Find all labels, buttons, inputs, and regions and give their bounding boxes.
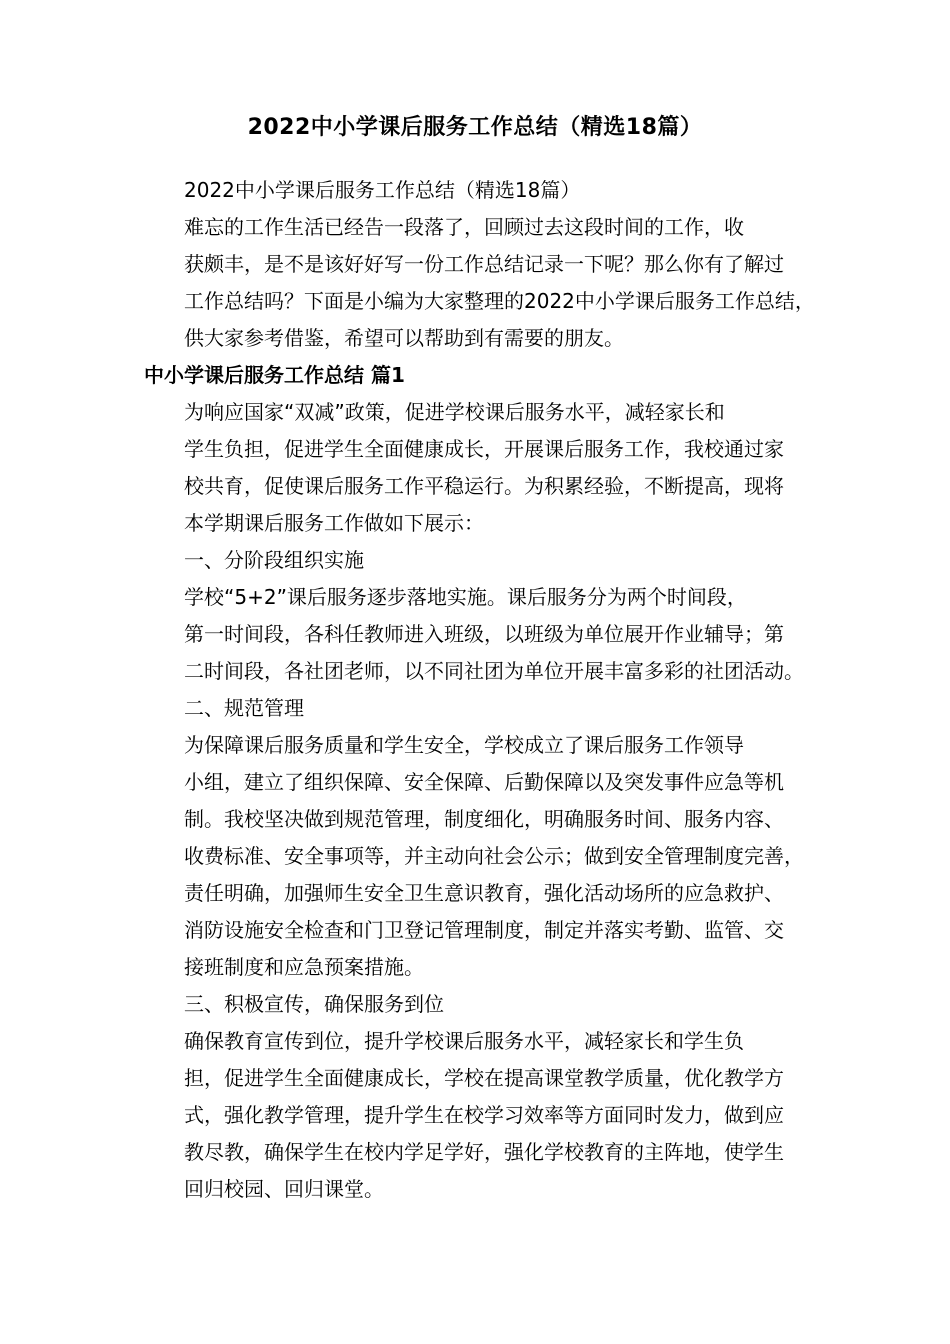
paragraph-1 [144,579,834,690]
subtitle-paragraph: 2022中小学课后服务工作总结（精选18篇） [184,178,581,202]
p3-line-2: 担，促进学生全面健康成长，学校在提高课堂教学质量，优化教学方 [184,1066,784,1090]
paragraph-2 [144,727,834,986]
section-heading: 中小学课后服务工作总结 篇1 [144,363,405,387]
opening-line-4: 本学期课后服务工作做如下展示： [184,511,484,535]
p3-line-3: 式，强化教学管理，提升学生在校学习效率等方面同时发力，做到应 [184,1103,784,1127]
document-title: 2022中小学课后服务工作总结（精选18篇） [247,115,703,140]
intro-line-3: 工作总结吗？下面是小编为大家整理的2022中小学课后服务工作总结， [184,289,815,313]
subheading-3: 三、积极宣传，确保服务到位 [184,992,444,1016]
p1-line-1: 学校“5+2”课后服务逐步落地实施。课后服务分为两个时间段， [184,585,747,609]
intro-line-2: 获颇丰，是不是该好好写一份工作总结记录一下呢？那么你有了解过 [184,252,784,276]
document-body [144,172,834,1208]
opening-line-3: 校共育，促使课后服务工作平稳运行。为积累经验，不断提高，现将 [184,474,784,498]
p2-line-7: 接班制度和应急预案措施。 [184,955,424,979]
subheading-2: 二、规范管理 [184,696,304,720]
p3-line-4: 教尽教，确保学生在校内学足学好，强化学校教育的主阵地，使学生 [184,1140,784,1164]
p1-line-3: 二时间段，各社团老师，以不同社团为单位开展丰富多彩的社团活动。 [184,659,804,683]
p1-line-2: 第一时间段，各科任教师进入班级，以班级为单位展开作业辅导；第 [184,622,784,646]
intro-line-1: 难忘的工作生活已经告一段落了，回顾过去这段时间的工作，收 [184,215,744,239]
p2-line-3: 制。我校坚决做到规范管理，制度细化，明确服务时间、服务内容、 [184,807,784,831]
opening-line-1: 为响应国家“双减”政策，促进学校课后服务水平，减轻家长和 [184,400,725,424]
p2-line-5: 责任明确，加强师生安全卫生意识教育，强化活动场所的应急救护、 [184,881,784,905]
p2-line-6: 消防设施安全检查和门卫登记管理制度，制定并落实考勤、监管、交 [184,918,784,942]
intro-line-4: 供大家参考借鉴，希望可以帮助到有需要的朋友。 [184,326,624,350]
opening-line-2: 学生负担，促进学生全面健康成长，开展课后服务工作，我校通过家 [184,437,784,461]
p2-line-1: 为保障课后服务质量和学生安全，学校成立了课后服务工作领导 [184,733,744,757]
p2-line-4: 收费标准、安全事项等，并主动向社会公示；做到安全管理制度完善， [184,844,804,868]
p2-line-2: 小组，建立了组织保障、安全保障、后勤保障以及突发事件应急等机 [184,770,784,794]
opening-paragraph [144,394,834,542]
intro-paragraph [144,209,834,357]
subheading-1: 一、分阶段组织实施 [184,548,364,572]
paragraph-3 [144,1023,834,1208]
p3-line-1: 确保教育宣传到位，提升学校课后服务水平，减轻家长和学生负 [184,1029,744,1053]
p3-line-5: 回归校园、回归课堂。 [184,1177,384,1201]
